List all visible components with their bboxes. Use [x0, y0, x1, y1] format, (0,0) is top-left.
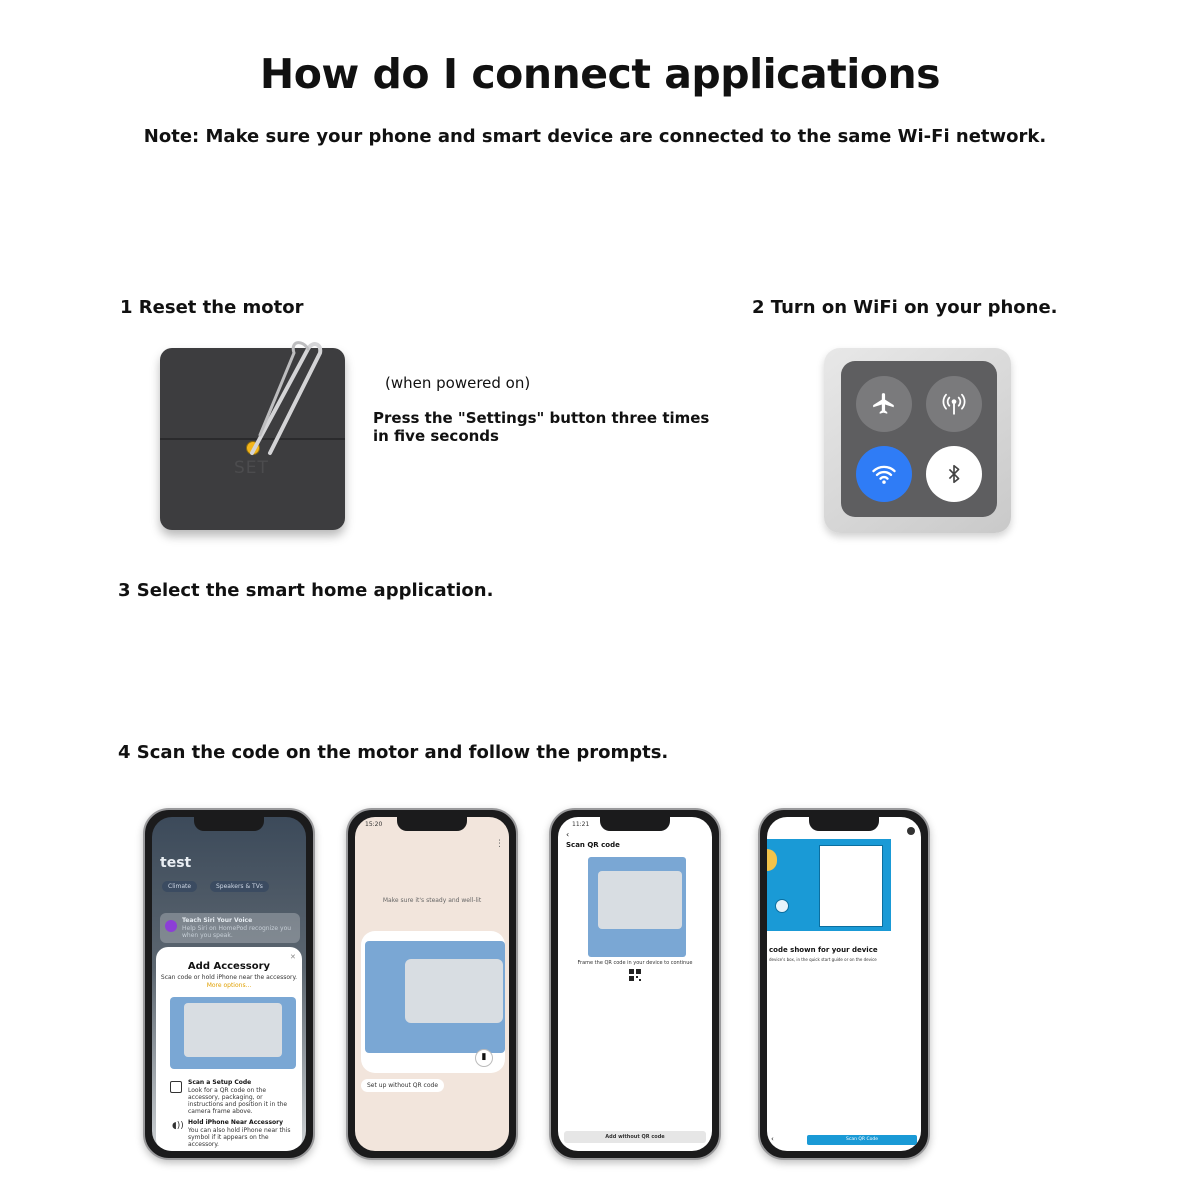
wifi-icon — [870, 460, 898, 488]
close-icon[interactable]: ✕ — [290, 953, 296, 961]
option-hold-text: You can also hold iPhone near this symbol if it appears on the accessory. — [188, 1127, 291, 1148]
phone-1-screen — [152, 817, 306, 1151]
frame-hint: Frame the QR code in your device to continue — [577, 960, 693, 966]
instruction-line-1: Press the "Settings" button three times — [373, 409, 710, 427]
device-box-illustration — [819, 845, 883, 927]
wifi-note: Note: Make sure your phone and smart device are connected to the same Wi-Fi network. — [143, 126, 1047, 147]
close-icon[interactable] — [907, 827, 915, 835]
instruction-condition: (when powered on) — [385, 374, 531, 392]
motor-preview — [598, 871, 682, 929]
flashlight-icon[interactable]: ▮ — [475, 1049, 493, 1067]
status-time: 15:20 — [365, 821, 383, 828]
back-icon[interactable]: ‹ — [566, 830, 570, 839]
more-options-link[interactable]: More options... — [206, 982, 252, 989]
siri-text: Help Siri on HomePod recognize you when you speak. — [182, 925, 292, 939]
sheet-title: Add Accessory — [187, 961, 271, 972]
siri-icon — [165, 920, 177, 932]
phone-2-screen — [355, 817, 509, 1151]
instruction-line-2: in five seconds — [373, 427, 499, 445]
bluetooth-icon — [943, 461, 965, 487]
phone-4-screen — [767, 817, 921, 1151]
wifi-toggle[interactable] — [856, 446, 912, 502]
scanner-frame — [588, 857, 686, 957]
step-4-heading: 4 Scan the code on the motor and follow the prompts. — [118, 742, 669, 763]
option-hold-title[interactable]: Hold iPhone Near Accessory — [188, 1119, 284, 1126]
illustration-banner — [767, 839, 891, 931]
bluetooth-toggle[interactable] — [926, 446, 982, 502]
motor-front — [405, 959, 503, 1023]
phone-notch — [809, 817, 879, 831]
phone-device-code — [758, 808, 930, 1160]
cellular-toggle[interactable] — [926, 376, 982, 432]
step-3-heading: 3 Select the smart home application. — [118, 580, 494, 601]
step-1-heading: 1 Reset the motor — [120, 297, 304, 318]
home-app-title: test — [160, 855, 192, 871]
scan-qr-title: Scan QR code — [566, 841, 620, 849]
qr-code-icon — [170, 1081, 182, 1093]
status-time: 11:21 — [572, 821, 590, 828]
qr-code-icon — [629, 969, 641, 981]
reset-pin-icon — [230, 335, 330, 465]
camera-viewfinder — [170, 997, 296, 1069]
add-accessory-sheet — [156, 947, 302, 1151]
phone-notch — [397, 817, 467, 831]
phone-3-screen — [558, 817, 712, 1151]
back-icon[interactable]: ‹ — [771, 1135, 774, 1143]
motor-illustration — [775, 899, 789, 913]
airplane-icon — [871, 391, 897, 417]
scan-hint: Make sure it's steady and well-lit — [382, 897, 482, 904]
phone-notch — [600, 817, 670, 831]
page-title: How do I connect applications — [259, 50, 941, 98]
sheet-subtitle: Scan code or hold iPhone near the accessory. — [160, 974, 298, 981]
airplane-toggle[interactable] — [856, 376, 912, 432]
phone-scan-qr — [549, 808, 721, 1160]
option-scan-text: Look for a QR code on the accessory, packaging, or instructions and position it in the camera frame above. — [188, 1087, 288, 1115]
device-code-subcaption: device's box, in the quick start guide or on the device — [769, 957, 877, 962]
bulb-icon — [767, 849, 777, 871]
phone-notch — [194, 817, 264, 831]
siri-title: Teach Siri Your Voice — [182, 917, 253, 924]
motor-view — [365, 941, 505, 1053]
add-without-qr-button[interactable]: Add without QR code — [564, 1131, 706, 1143]
camera-frame — [361, 931, 505, 1073]
siri-card[interactable] — [160, 913, 300, 943]
option-scan-title[interactable]: Scan a Setup Code — [188, 1079, 252, 1086]
more-icon[interactable]: ⋮ — [495, 839, 504, 849]
motor-preview — [184, 1003, 282, 1057]
motor-set-label: SET — [234, 458, 269, 478]
nfc-icon: ◖)) — [172, 1121, 184, 1131]
cellular-icon — [940, 390, 968, 418]
control-center-module — [841, 361, 997, 517]
climate-chip[interactable]: Climate — [162, 881, 197, 892]
step-2-heading: 2 Turn on WiFi on your phone. — [752, 297, 1058, 318]
phone-camera-scan — [346, 808, 518, 1160]
phone-add-accessory — [143, 808, 315, 1160]
speakers-chip[interactable]: Speakers & TVs — [210, 881, 269, 892]
scan-qr-code-button[interactable]: Scan QR Code — [807, 1135, 917, 1145]
control-center-panel — [824, 348, 1011, 533]
device-code-caption: code shown for your device — [769, 946, 878, 954]
setup-without-qr-button[interactable]: Set up without QR code — [361, 1079, 444, 1092]
